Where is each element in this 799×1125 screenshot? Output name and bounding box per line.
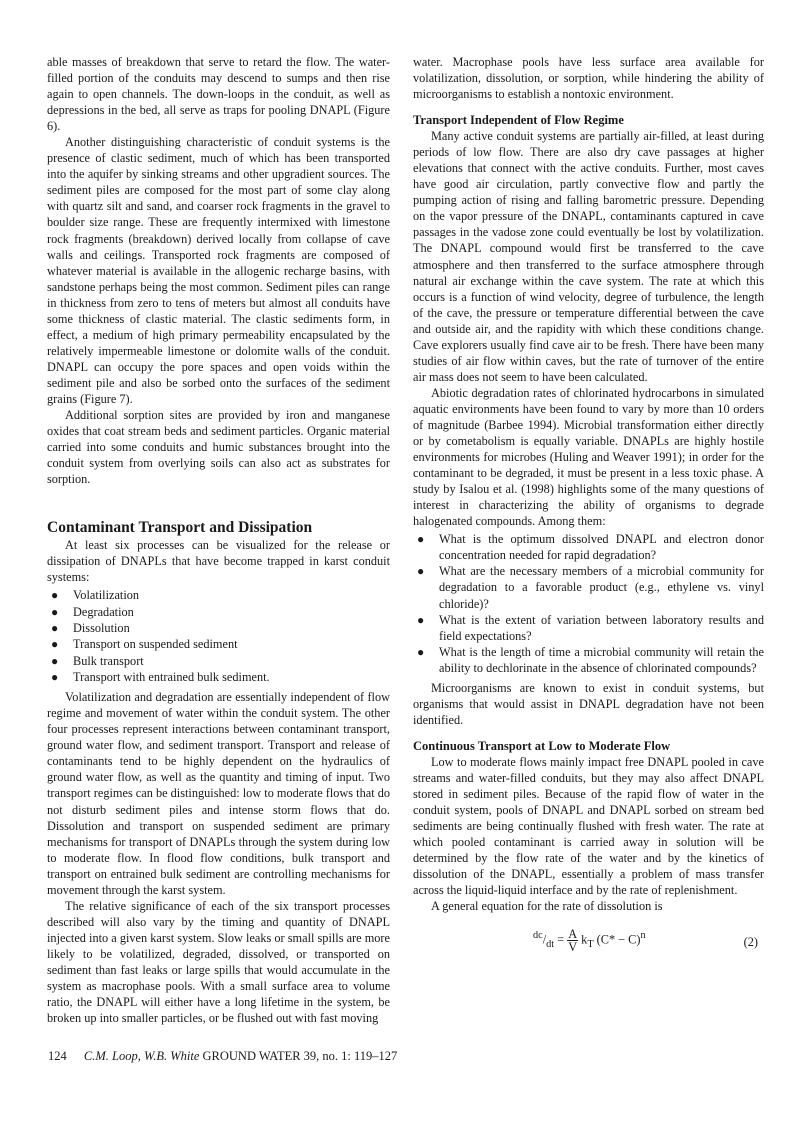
equation-fraction: $\frac{A}{V}$ — [568, 927, 578, 955]
section-heading: Contaminant Transport and Dissipation — [47, 519, 313, 537]
list-item: ● Bulk transport — [51, 653, 144, 668]
list-item: ● What is the optimum dissolved DNAPL and electron donor concentration needed for rapid degradation? — [417, 532, 764, 563]
equation-body: $^{dc}/_{dt}$ = $\frac{A}{V}$ $k_T$ $(C* - C)^n$ — [533, 927, 646, 955]
paragraph: able masses of breakdown that serve to retard the flow. The water-filled portion of the conduits may descend to sumps and then rise again to open channels. The down-loops in the conduit, as well as depressions in the bed, all serve as traps for pooling DNAPL (Figure 6). — [47, 55, 390, 134]
bullet-icon: ● — [51, 604, 59, 619]
list-item: ● Volatilization — [51, 588, 140, 603]
bullet-icon: ● — [417, 532, 425, 547]
footer-journal: GROUND WATER 39, no. 1: 119–127 — [202, 1049, 398, 1063]
right-column — [413, 54, 764, 962]
equation-lhs-den: dt — [546, 939, 555, 951]
equation-k-sub: T — [587, 939, 594, 951]
paragraph: Abiotic degradation rates of chlorinated hydrocarbons in simulated aquatic environments have been found to vary by more than 10 orders of magnitude (Barbee 1994). Microbial transformation either directly or by cometabolism is equally variable. DNAPLs are highly hostile environments for microbes (Huling and Weaver 1991); in order for the contaminant to be degraded, it must be present in a less toxic phase. A study by Isalou et al. (1998) highlights some of the many questions of interest in characterizing the ability of organisms to degrade halogenated compounds. Among them: — [413, 385, 764, 529]
bullet-icon: ● — [51, 637, 59, 652]
paragraph: Microorganisms are known to exist in conduit systems, but organisms that would assist in DNAPL degradation have not been identified. — [413, 680, 764, 727]
bullet-icon: ● — [417, 612, 425, 627]
list-item: ● Transport with entrained bulk sediment. — [51, 669, 270, 684]
bullet-icon: ● — [51, 653, 59, 668]
subsection-heading: Transport Independent of Flow Regime — [413, 113, 624, 128]
equation — [413, 922, 764, 962]
list-item: ● Dissolution — [51, 621, 130, 635]
bullet-icon: ● — [417, 644, 425, 659]
bullet-icon: ● — [417, 564, 425, 579]
equation-k: k — [581, 932, 588, 947]
bullet-list — [413, 531, 764, 675]
paragraph: The relative significance of each of the six transport processes described will also vary by the timing and quantity of DNAPL injected into a given karst system. Slow leaks or small spills are more likely to be volatilized, degraded, dissolved, or transported on sediment than fast leaks or large spills that would accumulate in the system as macrophase pools. With a small surface area to volume ratio, the DNAPL will either have a long lifetime in the system, be broken up into smaller particles, or be flushed out with fast moving — [47, 898, 390, 1026]
equation-exponent: n — [640, 930, 646, 942]
paragraph: A general equation for the rate of dissolution is — [431, 899, 663, 914]
bullet-list — [47, 587, 390, 685]
bullet-icon: ● — [51, 669, 59, 684]
list-item: ● Transport on suspended sediment — [51, 637, 238, 652]
paragraph: Additional sorption sites are provided by iron and manganese oxides that coat stream beds and sediment particles. Organic material carried into some conduits and humic substances brought into the conduit system from overlying soils can also act as substrates for sorption. — [47, 408, 390, 487]
list-item: ● What is the length of time a microbial community will retain the ability to dechlorinate in the absence of chlorinated compounds? — [417, 644, 764, 675]
bullet-icon: ● — [51, 621, 59, 635]
paragraph: Many active conduit systems are partially air-filled, at least during periods of low flow. There are also dry cave passages at higher elevations that connect with the active conduits. Further, most caves have good air circulation, partly convective flow and partly the pumping action of rising and falling barometric pressure. Depending on the vapor pressure of the DNAPL, contaminants captured in cave passages in the vadose zone could eventually be lost by volatilization. The DNAPL compound would first be transferred to the cave atmosphere and then transferred to the surface atmosphere through natural air exchange within the cave system. The rate at which this occurs is a function of wind velocity, degree of turbulence, the length of the cave, the pressure or temperature differential between the cave and outside air, and the rapidity with which these conditions change. Cave explorers usually find cave air to be fresh. There have been many studies of air flow within caves, but the rate of turnover of the entire air mass does not seem to have been calculated. — [413, 129, 764, 384]
page-footer — [48, 1049, 397, 1064]
paragraph: Another distinguishing characteristic of conduit systems is the presence of clastic sediment, much of which has been transported into the aquifer by sinking streams and other upgradient sources. The sediment piles are composed for the most part of some clay along with quartz silt and sand, and coarser rock fragments in the gravel to boulder size range. These are frequently intermixed with limestone rock fragments (breakdown) derived locally from collapse of cave walls and ceilings. Transported rock fragments are composed of whatever material is available in the allogenic recharge basins, with sandstone perhaps being the most common. Sediment piles can range in thickness from zero to tens of meters but almost all conduits have some thickness of clastic material. The clastic sediments form, in effect, a medium of high primary permeability encapsulated by the relatively impermeable limestone or dolomite walls of the conduit. DNAPL can occupy the pore spaces and open voids within the sediment pile and also be sorbed onto the surfaces of the sediment grains (Figure 7). — [47, 135, 390, 406]
left-column — [47, 54, 390, 1026]
bullet-icon: ● — [51, 588, 59, 603]
paragraph: Low to moderate flows mainly impact free DNAPL pooled in cave streams and water-filled conduits, but they may also affect DNAPL stored in sediment piles. Because of the rapid flow of water in the conduit system, pools of DNAPL and DNAPL sorbed on stream bed sediments are being continually flushed with fresh water. The rate at which pooled contaminant is carried away in solution will be determined by the flow rate of the water and by the kinetics of dissolution of the DNAPL, essentially a problem of mass transfer across the liquid-liquid interface and by the rate of replenishment. — [413, 754, 764, 898]
paragraph: water. Macrophase pools have less surface area available for volatilization, dissolution, or sorption, while hindering the ability of microorganisms to establish a nontoxic environment. — [413, 55, 764, 102]
list-item: ● Degradation — [51, 604, 134, 619]
equation-equals: = — [557, 932, 565, 947]
list-item: ● What are the necessary members of a microbial community for degradation to a favorable product (e.g., ethylene vs. vinyl chloride)? — [417, 564, 764, 611]
paragraph: At least six processes can be visualized for the release or dissipation of DNAPLs that have become trapped in karst conduit systems: — [47, 538, 390, 585]
equation-lhs-num: dc — [533, 930, 543, 942]
subsection-heading: Continuous Transport at Low to Moderate Flow — [413, 738, 671, 753]
page-number: 124 — [48, 1049, 67, 1063]
footer-authors: C.M. Loop, W.B. White — [83, 1049, 200, 1063]
paragraph: Volatilization and degradation are essentially independent of flow regime and movement of water within the conduit system. The other four processes represent interactions between contaminant transport, ground water flow, and sediment transport. Transport and release of contaminants tend to be highly dependent on the hydraulics of ground water flow, as well as the quantity and timing of input. Two transport regimes can be distinguished: low to moderate flows that do not disturb sediment piles and intense storm flows that do. Dissolution and transport on suspended sediment are primary mechanisms for transport of DNAPLs through the system during low to moderate flow. In flood flow conditions, bulk transport and transport on entrained bulk sediment are controlling mechanisms for movement through the karst system. — [47, 690, 390, 897]
list-item: ● What is the extent of variation between laboratory results and field expectations? — [417, 612, 764, 643]
equation-rest: (C* − C) — [596, 932, 641, 947]
equation-number: (2) — [743, 935, 758, 950]
